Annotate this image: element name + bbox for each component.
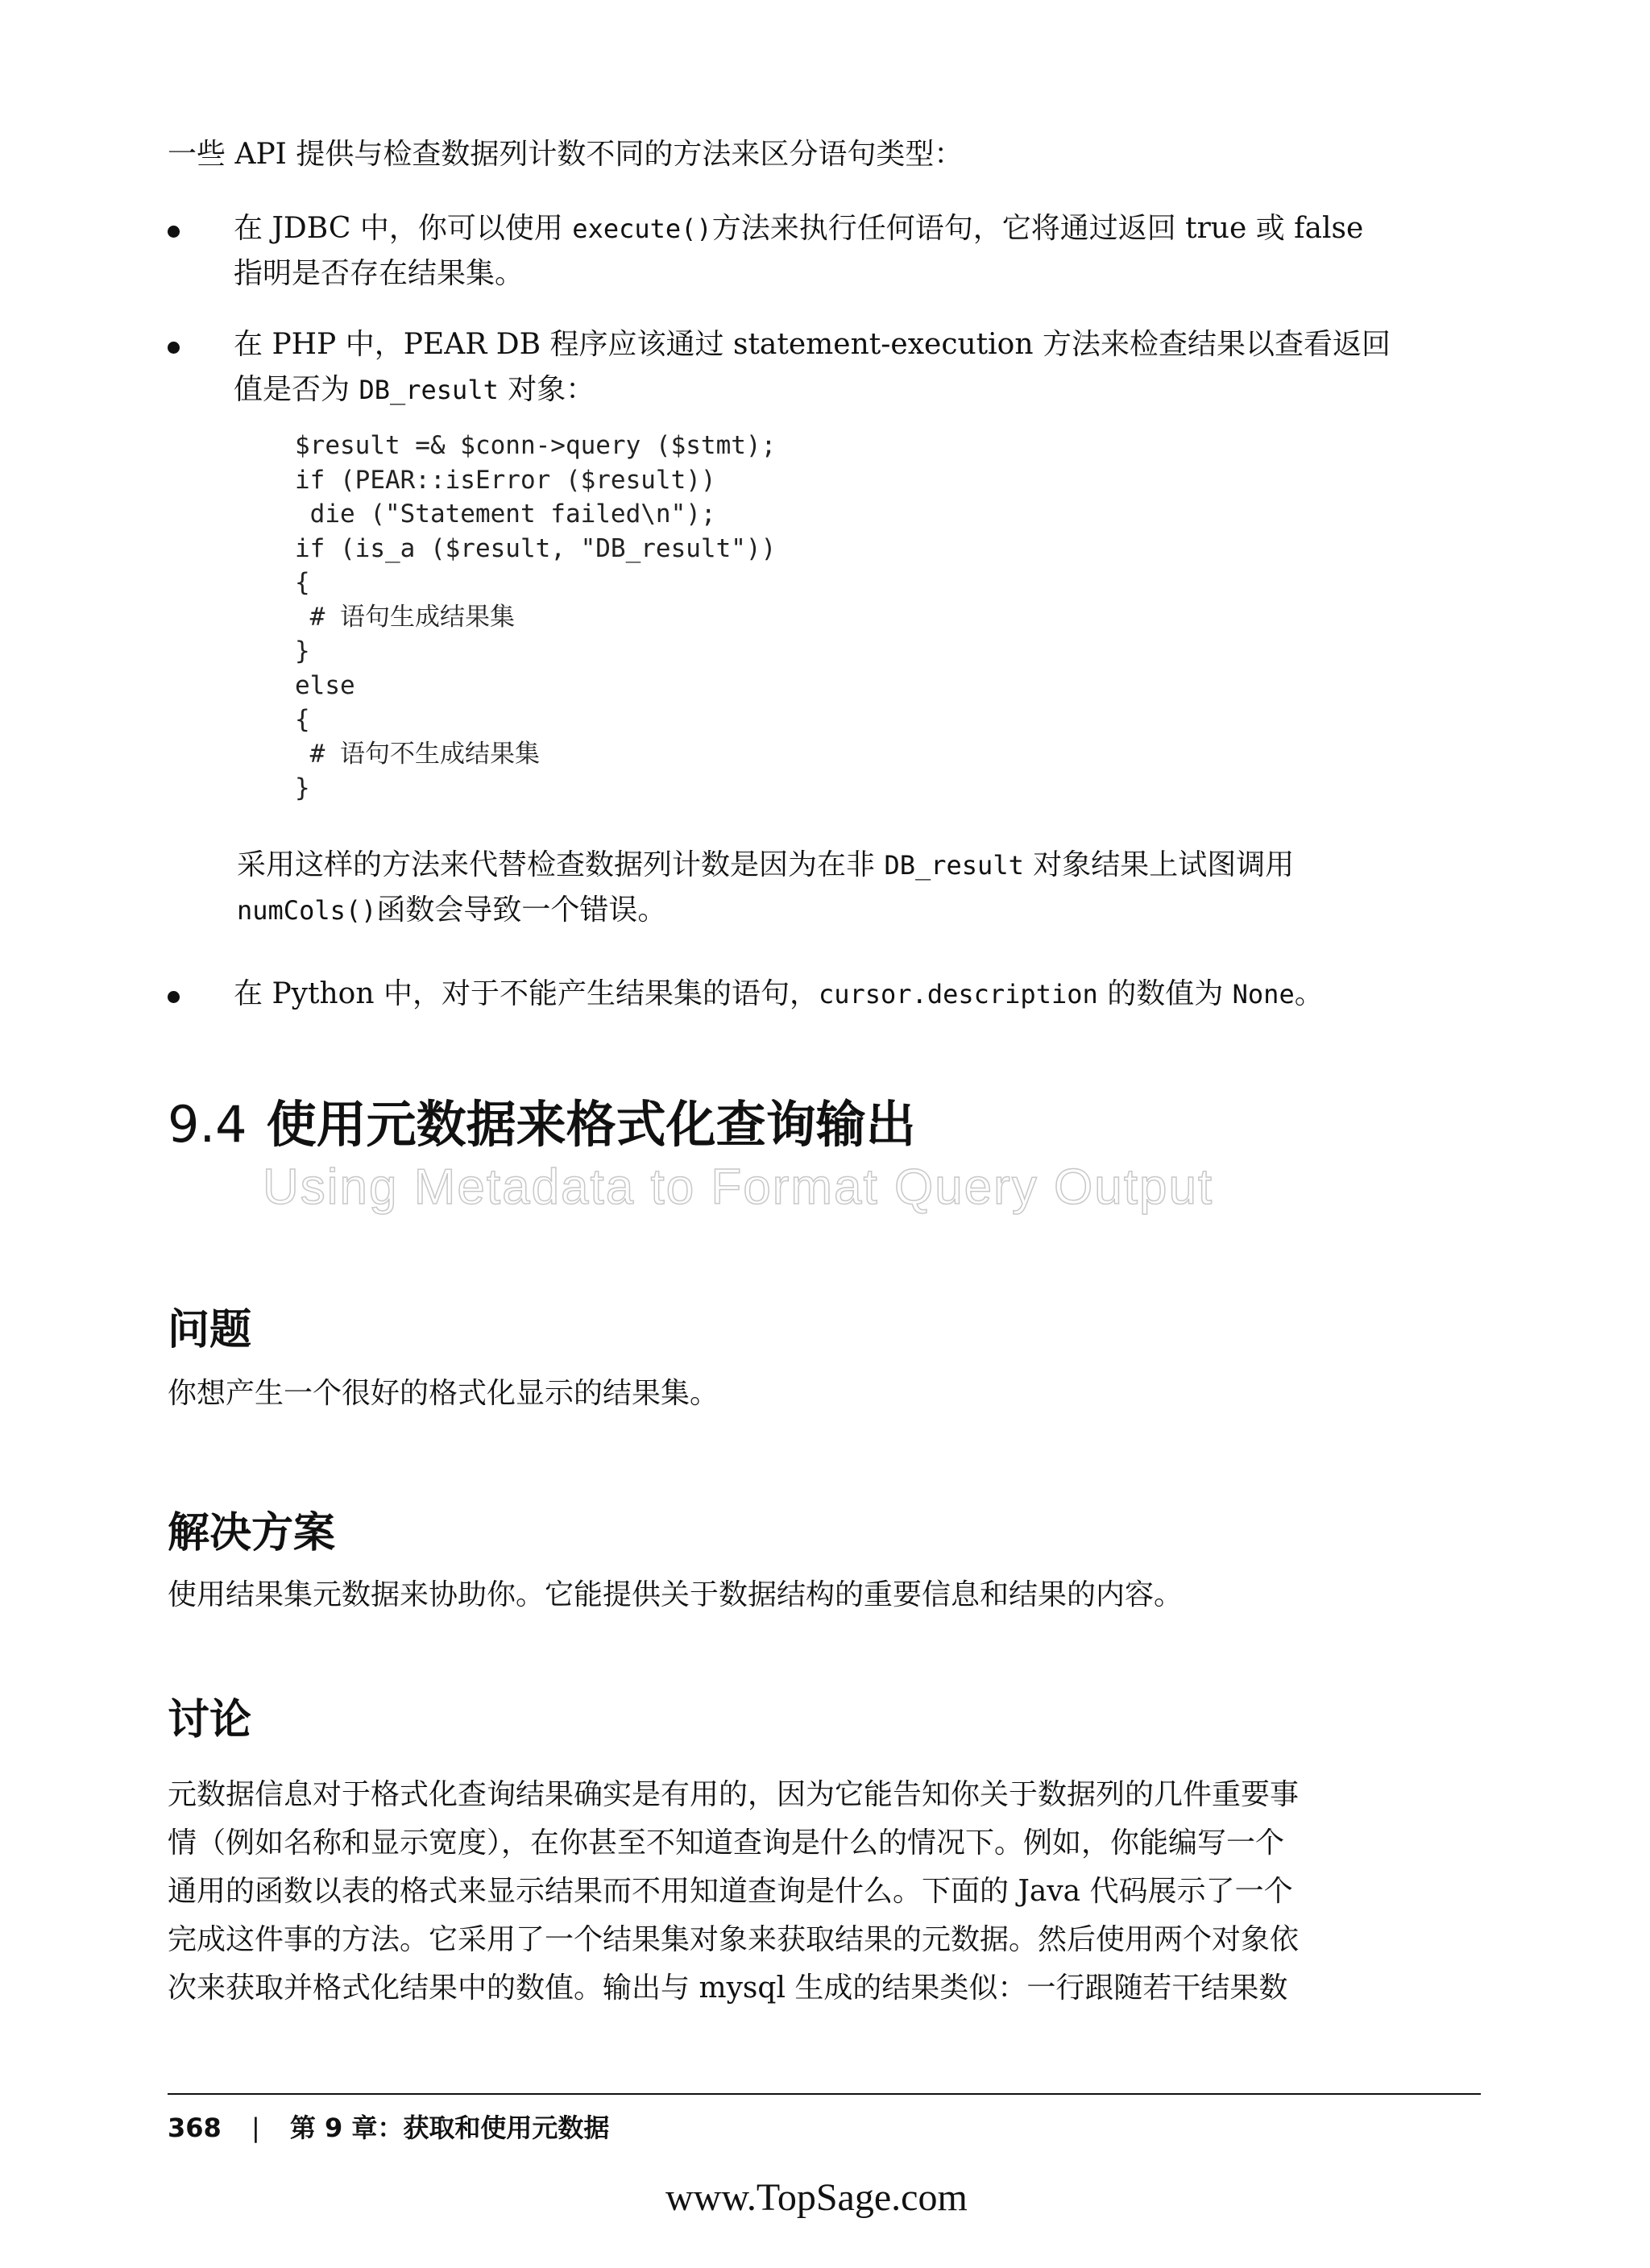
bullet-php <box>234 322 1474 413</box>
discussion-line: 元数据信息对于格式化查询结果确实是有用的，因为它能告知你关于数据列的几件重要事 <box>168 1778 1300 1811</box>
code-explanation: 采用这样的方法来代替检查数据列计数是因为在非 DB_result 对象结果上试图调用 numCols()函数会导致一个错误。 <box>237 848 1295 927</box>
bullet-dot <box>168 226 180 238</box>
code-line: if (is_a ($result, "DB_result")) <box>295 533 777 563</box>
code-comment: # 语句生成结果集 <box>295 602 515 632</box>
section-title: 9.4 使用元数据来格式化查询输出 <box>168 1095 916 1154</box>
bullet-jdbc <box>234 206 1458 296</box>
discussion-line: 通用的函数以表的格式来显示结果而不用知道查询是什么。下面的 Java 代码展示了一个 <box>168 1875 1293 1908</box>
discussion-line: 完成这件事的方法。它采用了一个结果集对象来获取结果的元数据。然后使用两个对象依 <box>168 1923 1300 1956</box>
inline-code: DB_result <box>884 850 1024 881</box>
code-line: { <box>295 705 310 734</box>
bullet-jdbc-line1: 在 JDBC 中，你可以使用 execute()方法来执行任何语句，它将通过返回 true 或 false <box>234 212 1364 245</box>
problem-heading: 问题 <box>168 1306 252 1354</box>
solution-heading: 解决方案 <box>168 1509 336 1557</box>
section-number: 9.4 <box>168 1095 247 1154</box>
bullet-dot <box>168 342 180 354</box>
discussion-line: 次来获取并格式化结果中的数值。输出与 mysql 生成的结果类似：一行跟随若干结果数 <box>168 1972 1288 2005</box>
inline-code: execute() <box>572 214 712 244</box>
code-line: $result =& $conn->query ($stmt); <box>295 431 777 460</box>
code-line: else <box>295 670 355 700</box>
inline-code: numCols() <box>237 895 377 926</box>
website-link[interactable]: www.TopSage.com <box>665 2176 968 2219</box>
bullet-python: 在 Python 中，对于不能产生结果集的语句，cursor.description 的数值为 None。 <box>234 977 1324 1010</box>
code-line: if (PEAR::isError ($result)) <box>295 465 716 495</box>
section-subtitle: Using Metadata to Format Query Output <box>263 1159 1214 1215</box>
code-comment: # 语句不生成结果集 <box>295 739 540 769</box>
discussion-line: 情（例如名称和显示宽度），在你甚至不知道查询是什么的情况下。例如，你能编写一个 <box>168 1826 1285 1860</box>
intro-text: 一些 API 提供与检查数据列计数不同的方法来区分语句类型： <box>168 138 964 171</box>
page-footer <box>168 2108 609 2145</box>
code-line: die ("Statement failed\n"); <box>295 500 716 529</box>
footer-separator: | <box>251 2113 260 2143</box>
bullet-dot <box>168 991 180 1003</box>
code-block <box>295 429 776 806</box>
bullet-jdbc-line2: 指明是否存在结果集。 <box>234 257 524 290</box>
footer-rule <box>168 2093 1481 2095</box>
chapter-title: 第 9 章：获取和使用元数据 <box>289 2113 610 2143</box>
discussion-heading: 讨论 <box>168 1696 252 1744</box>
code-line: } <box>295 636 310 665</box>
inline-code: cursor.description <box>818 979 1098 1010</box>
bullet-php-line1: 在 PHP 中，PEAR DB 程序应该通过 statement-execution 方法来检查结果以查看返回 <box>234 328 1391 361</box>
bullet-php-line2: 值是否为 DB_result 对象： <box>234 373 595 406</box>
inline-code: DB_result <box>359 375 499 405</box>
code-line: { <box>295 568 310 597</box>
page-number: 368 <box>168 2113 222 2143</box>
solution-text: 使用结果集元数据来协助你。它能提供关于数据结构的重要信息和结果的内容。 <box>168 1578 1184 1611</box>
discussion-text <box>168 1771 1473 2013</box>
inline-code: None <box>1232 979 1295 1010</box>
problem-text: 你想产生一个很好的格式化显示的结果集。 <box>168 1377 719 1410</box>
code-line: } <box>295 773 310 802</box>
